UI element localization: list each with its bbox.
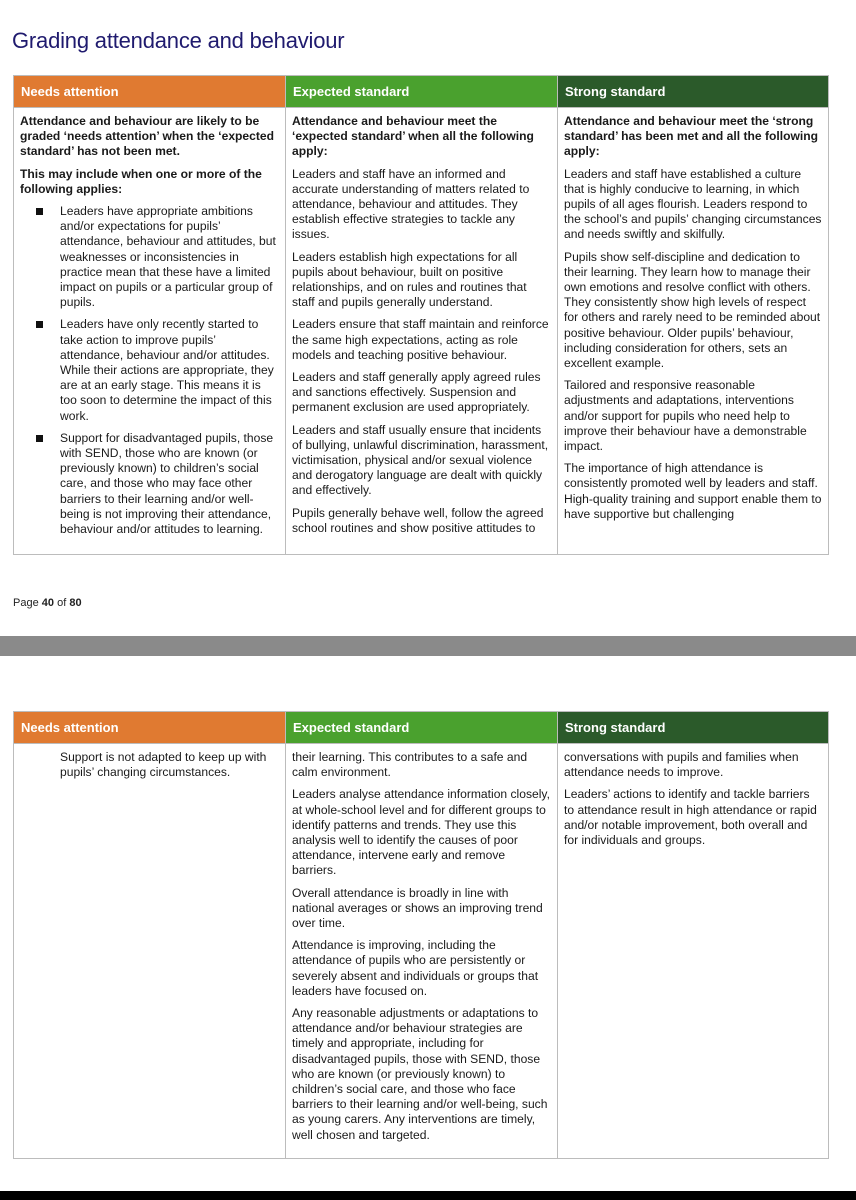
page-total: 80 [69, 597, 82, 609]
strong-standard-cell [558, 108, 829, 555]
criterion-paragraph: Any reasonable adjustments or adaptations to attendance and/or behaviour strategies are timely and appropriate, including for disadvantaged pupils, those with SEND, those who are known (or previously known) to children’s social care, and those who face barriers to their learning and/or well-being, such as young carers. Any interventions are timely, well chosen and targeted. [292, 1006, 548, 1142]
criterion-paragraph: Pupils generally behave well, follow the agreed school routines and show positive attitudes to [292, 505, 544, 535]
strong-standard-cell [558, 744, 829, 1159]
needs-attention-bullet-list [20, 204, 279, 537]
column-header-strong-standard: Strong standard [558, 712, 829, 744]
list-item: Leaders have only recently started to take action to improve pupils’ attendance, behaviour and/or attitudes. While their actions are appropriate, they are at an early stage. This means it is too soon to determine the impact of this work. [20, 317, 279, 423]
needs-attention-cell [14, 108, 286, 555]
expected-standard-intro: Attendance and behaviour meet the ‘expected standard’ when all the following apply: [292, 114, 534, 159]
criterion-paragraph: The importance of high attendance is consistently promoted well by leaders and staff. High-quality training and support enable them to have supportive but challenging [564, 461, 822, 521]
page-of: of [57, 597, 67, 609]
page-prefix: Page [13, 597, 39, 609]
list-item: Leaders have appropriate ambitions and/or expectations for pupils’ attendance, behaviour and attitudes, but weaknesses or inconsistencies in practice mean that these have a limited impact on pupils or a particular group of pupils. [20, 204, 279, 310]
criterion-paragraph: Leaders and staff usually ensure that incidents of bullying, unlawful discrimination, harassment, victimisation, physical and/or sexual violence and derogatory language are dealt with quickly and effectively. [292, 422, 549, 498]
column-header-strong-standard: Strong standard [558, 76, 829, 108]
strong-standard-intro: Attendance and behaviour meet the ‘strong standard’ has been met and all the following apply: [564, 114, 819, 159]
page-title: Grading attendance and behaviour [12, 28, 345, 53]
needs-attention-continuation: Support is not adapted to keep up with pupils’ changing circumstances. [60, 750, 267, 780]
column-header-needs-attention: Needs attention [14, 712, 286, 744]
criterion-paragraph: Leaders and staff have an informed and accurate understanding of matters related to attendance, behaviour and attitudes. They establish effective strategies to tackle any issues. [292, 166, 530, 242]
bottom-edge-bar [0, 1191, 856, 1200]
criterion-paragraph: Attendance is improving, including the attendance of pupils who are persistently or severely absent and individuals or groups that leaders have focused on. [292, 938, 539, 998]
needs-attention-cell [14, 744, 286, 1159]
criterion-paragraph: their learning. This contributes to a safe and calm environment. [292, 750, 528, 780]
criterion-paragraph: Leaders establish high expectations for all pupils about behaviour, built on positive relationships, and on rules and routines that staff and pupils generally understand. [292, 249, 527, 310]
criterion-paragraph: Leaders analyse attendance information closely, at whole-school level and for different groups to identify patterns and trends. They use this analysis well to identify the causes of poor attendance, intervene early and remove barriers. [292, 787, 550, 878]
criterion-paragraph: Tailored and responsive reasonable adjustments and adaptations, interventions and/or support for pupils who need help to improve their behaviour have a demonstrable impact. [564, 378, 807, 454]
list-item: Support for disadvantaged pupils, those with SEND, those who are known (or previously known) to children’s social care, and those who may face other barriers to their learning and/or well-being is not improving their attendance, behaviour and/or attitudes to learning. [20, 431, 279, 537]
page-number [13, 597, 82, 609]
column-header-expected-standard: Expected standard [286, 712, 558, 744]
expected-standard-cell [286, 744, 558, 1159]
needs-attention-subintro: This may include when one or more of the following applies: [20, 166, 262, 196]
criterion-paragraph: Leaders and staff have established a culture that is highly conducive to learning, in which pupils of all ages flourish. Leaders respond to the school’s and pupils’ changing circumstances and needs swiftly and skilfully. [564, 166, 822, 242]
grading-table-page-41 [13, 711, 829, 1159]
criterion-paragraph: Pupils show self-discipline and dedication to their learning. They learn how to manage their own emotions and resolve conflict with others. They consistently show high levels of respect for others and rarely need to be reminded about positive behaviour. Older pupils’ behaviour, including consideration for others, sets an excellent example. [564, 249, 821, 371]
criterion-paragraph: Leaders’ actions to identify and tackle barriers to attendance result in high attendance or rapid and/or notable improvement, both overall and for individuals and groups. [564, 787, 817, 848]
expected-standard-cell [286, 108, 558, 555]
page-break-divider [0, 636, 856, 656]
criterion-paragraph: Leaders ensure that staff maintain and reinforce the same high expectations, acting as role models and teaching positive behaviour. [292, 317, 549, 362]
column-header-expected-standard: Expected standard [286, 76, 558, 108]
criterion-paragraph: Leaders and staff generally apply agreed rules and sanctions effectively. Suspension and permanent exclusion are used appropriately. [292, 370, 541, 415]
criterion-paragraph: Overall attendance is broadly in line with national averages or shows an improving trend over time. [292, 885, 543, 931]
needs-attention-intro: Attendance and behaviour are likely to be graded ‘needs attention’ when the ‘expected standard’ has not been met. [20, 114, 275, 159]
column-header-needs-attention: Needs attention [14, 76, 286, 108]
grading-table-page-40 [13, 75, 829, 555]
criterion-paragraph: conversations with pupils and families when attendance needs to improve. [564, 750, 799, 780]
page-current: 40 [41, 597, 55, 609]
